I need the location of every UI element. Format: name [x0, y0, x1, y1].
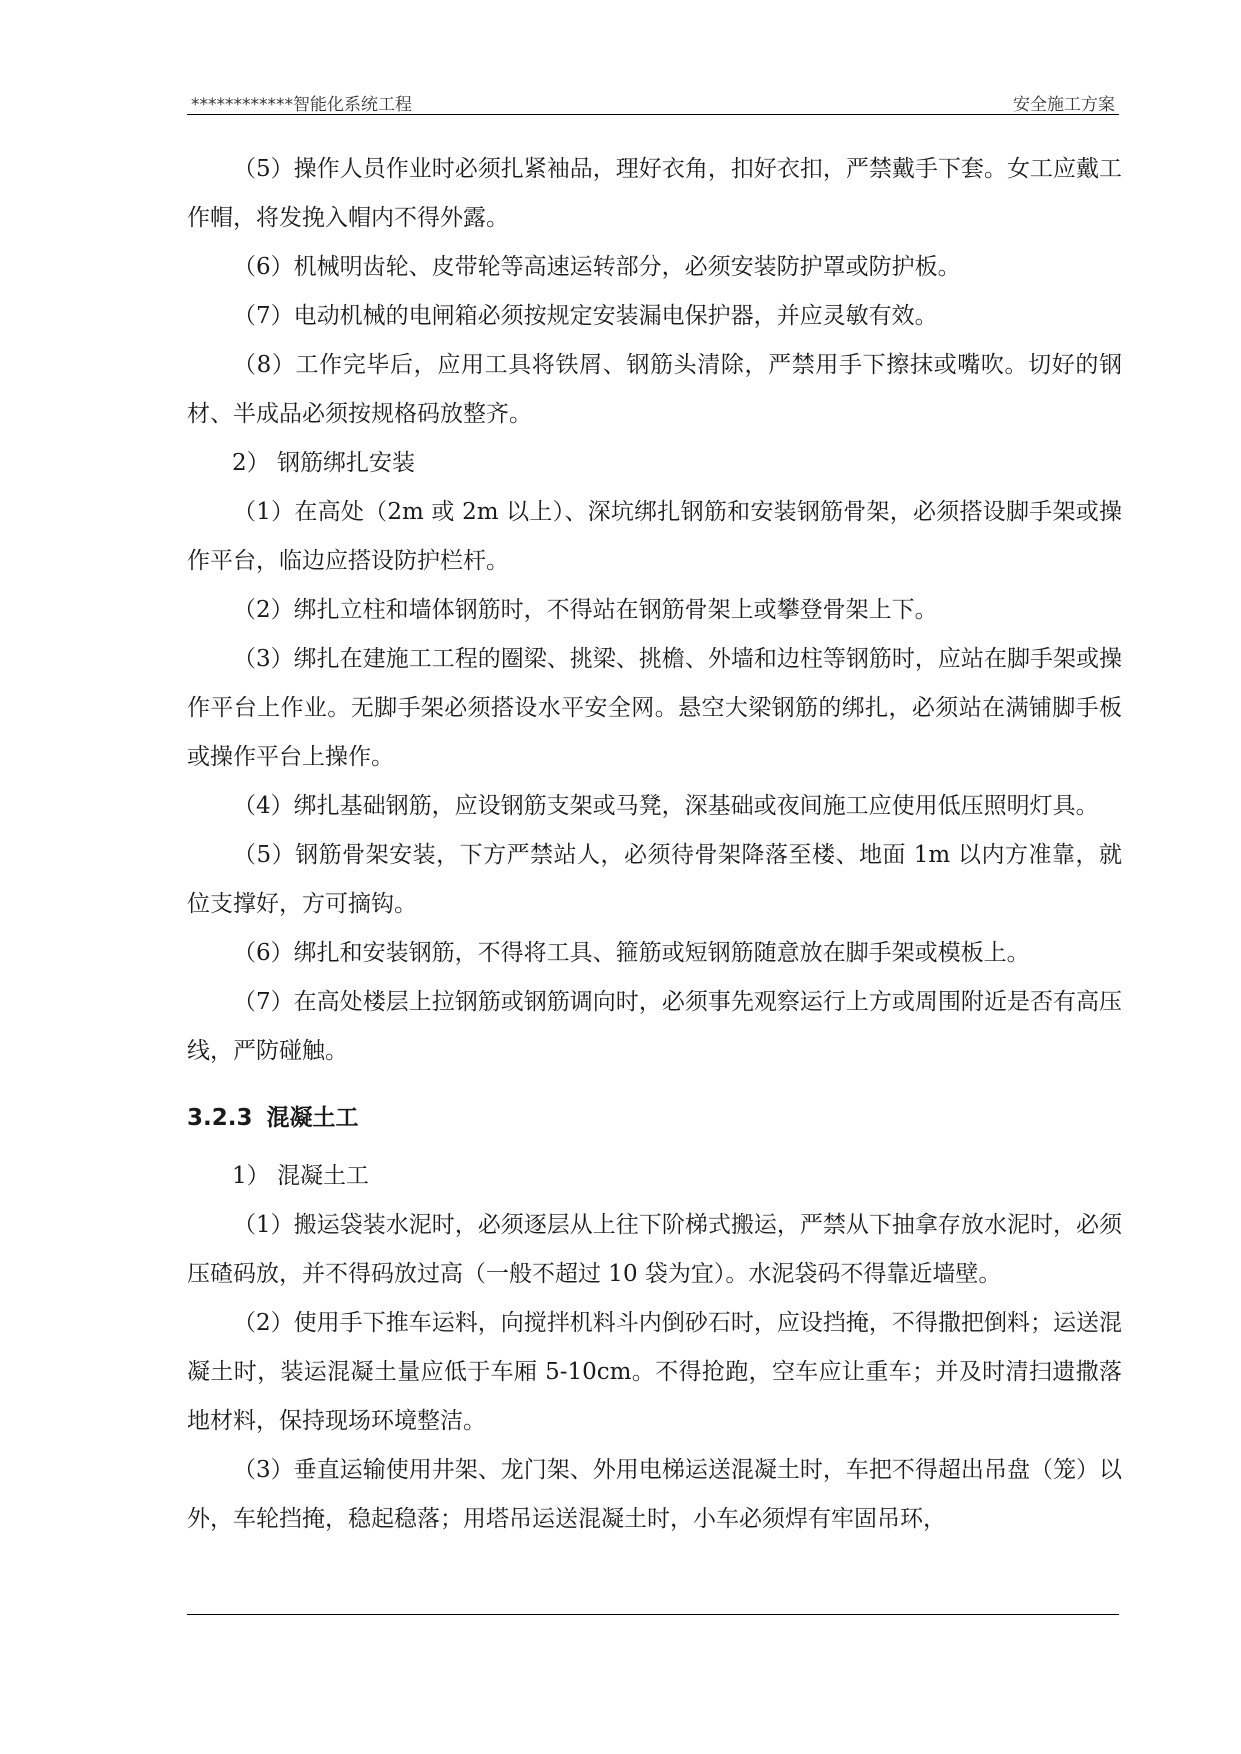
header-project-name: ************智能化系统工程: [191, 95, 412, 115]
paragraph: （1）搬运袋装水泥时，必须逐层从上往下阶梯式搬运，严禁从下抽拿存放水泥时，必须压碴码放，并不得码放过高（一般不超过 10 袋为宜）。水泥袋码不得靠近墙壁。: [187, 1212, 1122, 1287]
paragraph: （2）绑扎立柱和墙体钢筋时，不得站在钢筋骨架上或攀登骨架上下。: [233, 597, 938, 623]
paragraph: （5）操作人员作业时必须扎紧袖品，理好衣角，扣好衣扣，严禁戴手下套。女工应戴工作帽，将发挽入帽内不得外露。: [187, 156, 1122, 231]
section-title: 混凝土工: [266, 1104, 359, 1131]
paragraph: （8）工作完毕后，应用工具将铁屑、钢筋头清除，严禁用手下擦抹或嘴吹。切好的钢材、半成品必须按规格码放整齐。: [187, 352, 1122, 427]
paragraph: （2）使用手下推车运料，向搅拌机料斗内倒砂石时，应设挡掩，不得撒把倒料；运送混凝土时，装运混凝土量应低于车厢 5-10cm。不得抢跑，空车应让重车；并及时清扫遗撒落地材料，保持现场环境整洁。: [187, 1310, 1122, 1434]
paragraph: （4）绑扎基础钢筋，应设钢筋支架或马凳，深基础或夜间施工应使用低压照明灯具。: [233, 793, 1099, 819]
paragraph: （3）垂直运输使用井架、龙门架、外用电梯运送混凝土时，车把不得超出吊盘（笼）以外，车轮挡掩，稳起稳落；用塔吊运送混凝土时，小车必须焊有牢固吊环，: [187, 1457, 1122, 1532]
paragraph: （5）钢筋骨架安装，下方严禁站人，必须待骨架降落至楼、地面 1m 以内方准靠，就位支撑好，方可摘钩。: [187, 842, 1122, 917]
paragraph: （6）绑扎和安装钢筋，不得将工具、箍筋或短钢筋随意放在脚手架或模板上。: [233, 940, 1030, 966]
subheading-rebar-binding: 2） 钢筋绑扎安装: [232, 450, 415, 476]
subheading-concrete-work: 1） 混凝土工: [232, 1163, 369, 1189]
header-rule: [187, 114, 1119, 115]
paragraph: （6）机械明齿轮、皮带轮等高速运转部分，必须安装防护罩或防护板。: [233, 254, 961, 280]
document-body: [187, 145, 1122, 1544]
section-heading: [187, 1076, 1122, 1152]
paragraph: （1）在高处（2m 或 2m 以上）、深坑绑扎钢筋和安装钢筋骨架，必须搭设脚手架或操作平台，临边应搭设防护栏杆。: [187, 499, 1122, 574]
section-number: 3.2.3: [187, 1105, 253, 1131]
page-header: [187, 86, 1119, 114]
paragraph: （7）在高处楼层上拉钢筋或钢筋调向时，必须事先观察运行上方或周围附近是否有高压线，严防碰触。: [187, 989, 1122, 1064]
paragraph: （7）电动机械的电闸箱必须按规定安装漏电保护器，并应灵敏有效。: [233, 303, 938, 329]
header-document-title: 安全施工方案: [1013, 95, 1115, 115]
paragraph: （3）绑扎在建施工工程的圈梁、挑梁、挑檐、外墙和边柱等钢筋时，应站在脚手架或操作平台上作业。无脚手架必须搭设水平安全网。悬空大梁钢筋的绑扎，必须站在满铺脚手板或操作平台上操作。: [187, 646, 1122, 770]
footer-rule: [187, 1614, 1119, 1615]
